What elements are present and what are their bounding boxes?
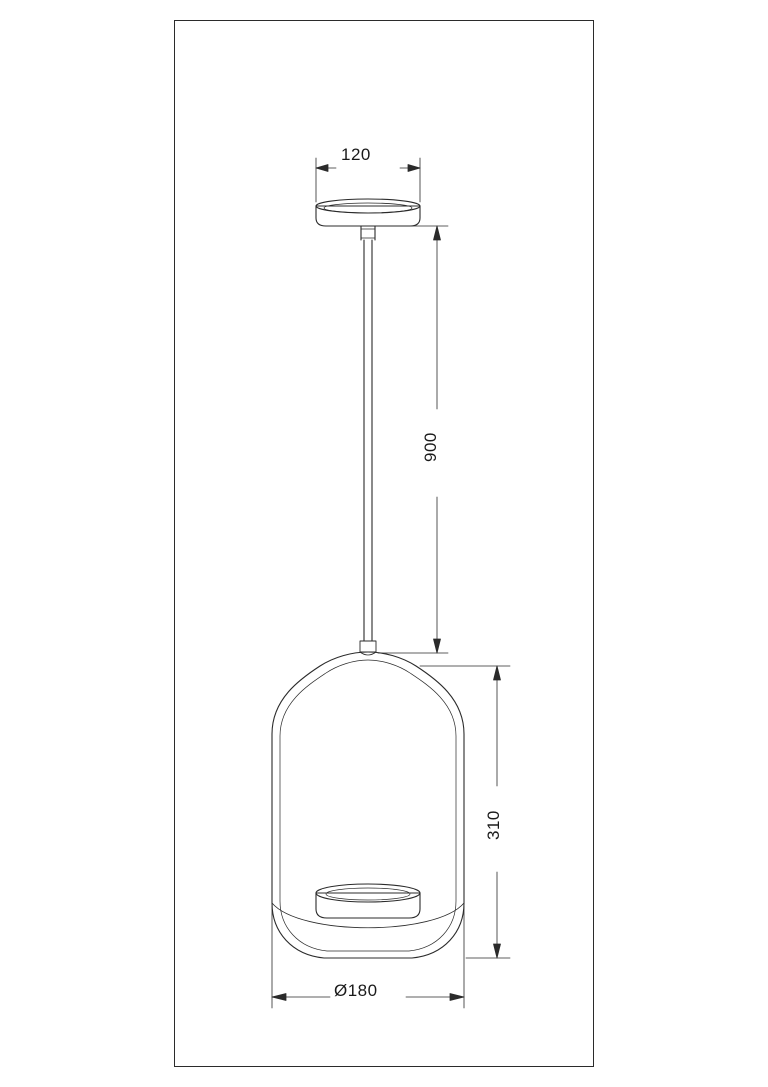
- ceiling-canopy-part: [316, 199, 420, 226]
- dimension-label-shade-height: 310: [484, 810, 503, 840]
- dimension-label-canopy-width: 120: [341, 145, 371, 164]
- dimension-label-suspension-height: 900: [421, 432, 440, 462]
- diffuser-ring-part: [316, 884, 420, 918]
- dimension-label-shade-diameter: Ø180: [334, 981, 378, 1000]
- suspension-cord-part: [361, 226, 375, 641]
- shade-fitting-part: [360, 641, 376, 655]
- glass-shade-part: [272, 652, 464, 958]
